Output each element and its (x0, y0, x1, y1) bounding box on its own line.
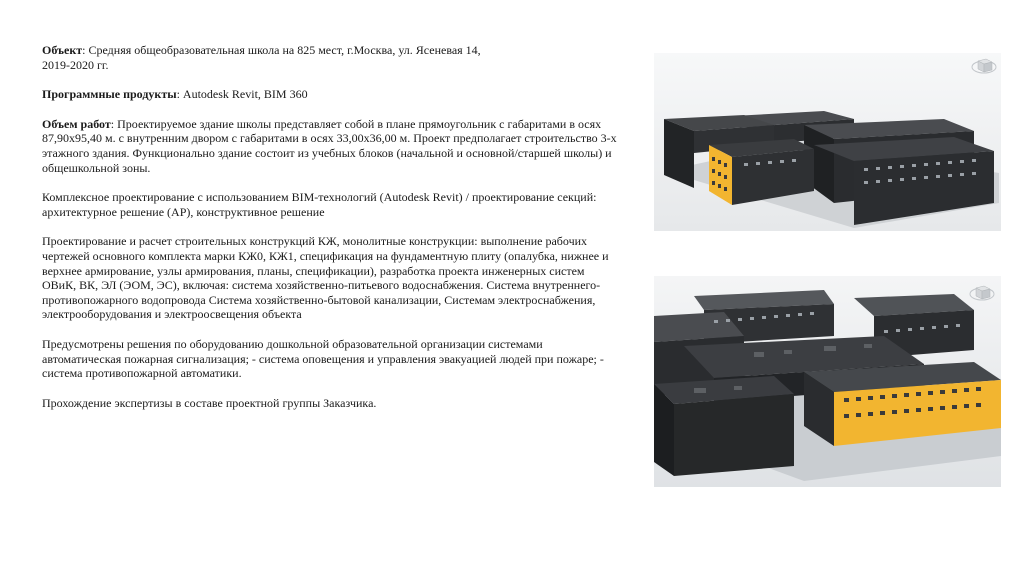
bim-paragraph: Комплексное проектирование с использованием BIM-технологий (Autodesk Revit) / проектирование секций: архитектурное решение (АР), конструктивное решение (42, 190, 597, 219)
fire-safety-paragraph: Предусмотрены решения по оборудованию дошкольной образовательной организации системами автоматическая пожарная сигнализация; - система оповещения и управления эвакуацией людей при пожаре; - система противопожарной автоматики. (42, 336, 604, 381)
software-label: Программные продукты (42, 87, 177, 102)
software-text: : Autodesk Revit, BIM 360 (176, 87, 308, 102)
scope-text: : Проектируемое здание школы представляет собой в плане прямоугольник с габаритами в осях 87,90х95,40 м. с внутренним двором с габаритами в осях 33,00х36,00 м. Проект предполагает строительство 3-х этажного здания. Функционально здание состоит из учебных блоков (начальной и основной/старшей школы) и общешкольной зоны. (42, 116, 617, 175)
object-paragraph (42, 43, 617, 72)
building-render-top (654, 53, 1001, 231)
software-paragraph (42, 87, 617, 102)
object-text: : Средняя общеобразовательная школа на 825 мест, г.Москва, ул. Ясеневая 14, (82, 43, 481, 57)
structures-paragraph: Проектирование и расчет строительных конструкций КЖ, монолитные конструкции: выполнение рабочих чертежей основного комплекта марки КЖ0, КЖ1, спецификация на фундаментную плиту (опалубка, нижнее и верхнее армирование, узлы армирования, планы, спецификации), разработка проекта инженерных систем ОВиК, ВК, ЭЛ (ЭОМ, ЭС), включая: система хозяйственно-питьевого водоснабжения. Система внутреннего-противопожарного водопровода Система хозяйственно-бытовой канализации, Системам электроснабжения, электрооборудования и электроосвещения объекта (42, 234, 609, 322)
scope-paragraph (42, 117, 617, 175)
view-cube-icon[interactable] (972, 59, 996, 73)
building-render-perspective (654, 276, 1001, 487)
object-years: 2019-2020 гг. (42, 57, 109, 72)
object-label: Объект (42, 43, 83, 57)
scope-label: Объем работ (42, 116, 111, 131)
view-cube-icon[interactable] (970, 286, 994, 300)
project-description (42, 43, 617, 425)
expertise-paragraph: Прохождение экспертизы в составе проектной группы Заказчика. (42, 395, 377, 410)
